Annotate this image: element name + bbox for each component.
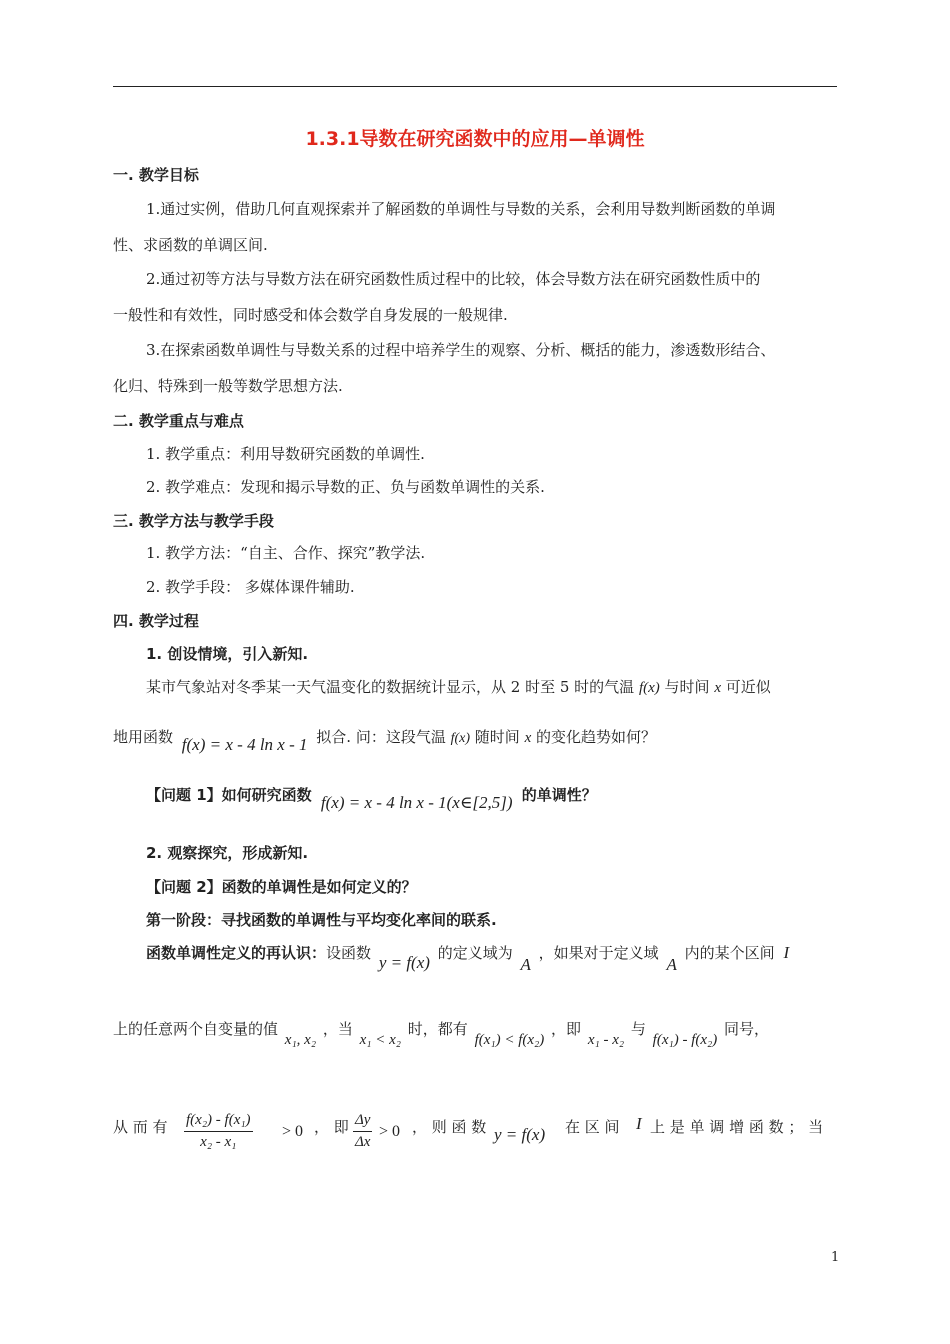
objective-2-line-2: 一般性和有效性，同时感受和体会数学自身发展的一般规律. bbox=[113, 306, 508, 324]
delta-ratio-fraction: $\frac{\Delta y}{\Delta x}$ bbox=[355, 1112, 371, 1150]
page-number: 1 bbox=[831, 1250, 840, 1265]
document-title: 1.3.1导数在研究函数中的应用—单调性 bbox=[305, 128, 645, 150]
objective-3-line-2: 化归、特殊到一般等数学思想方法. bbox=[113, 377, 343, 395]
key-point-item: 1. 教学重点：利用导数研究函数的单调性. bbox=[146, 445, 425, 463]
section-heading-objectives: 一. 教学目标 bbox=[113, 166, 199, 184]
objective-1-line-2: 性、求函数的单调区间. bbox=[113, 236, 268, 254]
means-item: 2. 教学手段： 多媒体课件辅助. bbox=[146, 578, 355, 596]
definition-line-3-prefix: 从 而 有 bbox=[113, 1118, 168, 1136]
question-2: 【问题 2】函数的单调性是如何定义的？ bbox=[146, 878, 417, 896]
function-y-equals-fx: y = f(x) bbox=[494, 1125, 546, 1144]
section-heading-process: 四. 教学过程 bbox=[113, 612, 199, 630]
delta-inequality: > 0 bbox=[379, 1123, 401, 1140]
objective-2-line-1: 2.通过初等方法与导数方法在研究函数性质过程中的比较，体会导数方法在研究函数性质中的 bbox=[146, 270, 761, 288]
definition-line-3-interval: 在 区 间 bbox=[565, 1118, 620, 1136]
difficulty-item: 2. 教学难点：发现和揭示导数的正、负与函数单调性的关系. bbox=[146, 478, 545, 496]
question-1-formula: f(x) = x - 4 ln x - 1(x∈[2,5]) bbox=[320, 793, 513, 812]
section-heading-methods: 三. 教学方法与教学手段 bbox=[113, 512, 274, 530]
section-heading-key-points: 二. 教学重点与难点 bbox=[113, 412, 244, 430]
question-1: 【问题 1】如何研究函数 f(x) = x - 4 ln x - 1(x∈[2,5]) 的单调性？ bbox=[146, 786, 597, 812]
interval-I: I bbox=[636, 1114, 642, 1133]
definition-line-1: 函数单调性定义的再认识：设函数 y = f(x) 的定义域为 A ，如果对于定义域 A 内的某个区间 I bbox=[146, 943, 790, 974]
step-1-heading: 1. 创设情境，引入新知. bbox=[146, 645, 309, 663]
definition-line-2: 上的任意两个自变量的值 x₁, x₂ ，当 x₁ < x₂ 时，都有 f(x₁) < f(x₂) ，即 x₁ - x₂ 与 f(x₁) - f(x₂) 同号， bbox=[113, 1020, 770, 1048]
temperature-function-formula: f(x) = x - 4 ln x - 1 bbox=[181, 735, 308, 754]
definition-line-3-increasing: 上 是 单 调 增 函 数 ； 当 bbox=[650, 1118, 824, 1136]
step-2-heading: 2. 观察探究，形成新知. bbox=[146, 844, 309, 862]
scenario-line-2: 地用函数 f(x) = x - 4 ln x - 1 拟合. 问：这段气温 f(x) 随时间 x 的变化趋势如何？ bbox=[113, 728, 657, 754]
definition-line-3-that-is: ， 即 bbox=[314, 1118, 349, 1136]
objective-1-line-1: 1.通过实例，借助几何直观探索并了解函数的单调性与导数的关系，会利用导数判断函数的单调 bbox=[146, 200, 776, 218]
objective-3-line-1: 3.在探索函数单调性与导数关系的过程中培养学生的观察、分析、概括的能力，渗透数形结合、 bbox=[146, 341, 776, 359]
positive-inequality: > 0 bbox=[282, 1123, 304, 1140]
method-item: 1. 教学方法：“自主、合作、探究”教学法. bbox=[146, 544, 426, 562]
difference-quotient-fraction: $\frac{\text{f(x₂) - f(x₁)}}{\text{x₂ - x₁}}$ bbox=[186, 1112, 251, 1150]
scenario-line-1: 某市气象站对冬季某一天气温变化的数据统计显示，从 2 时至 5 时的气温 f(x) 与时间 x 可近似 bbox=[146, 678, 771, 696]
definition-line-3-then: ， 则 函 数 bbox=[412, 1118, 487, 1136]
header-rule bbox=[113, 86, 837, 87]
stage-1-heading: 第一阶段：寻找函数的单调性与平均变化率间的联系. bbox=[146, 911, 497, 929]
